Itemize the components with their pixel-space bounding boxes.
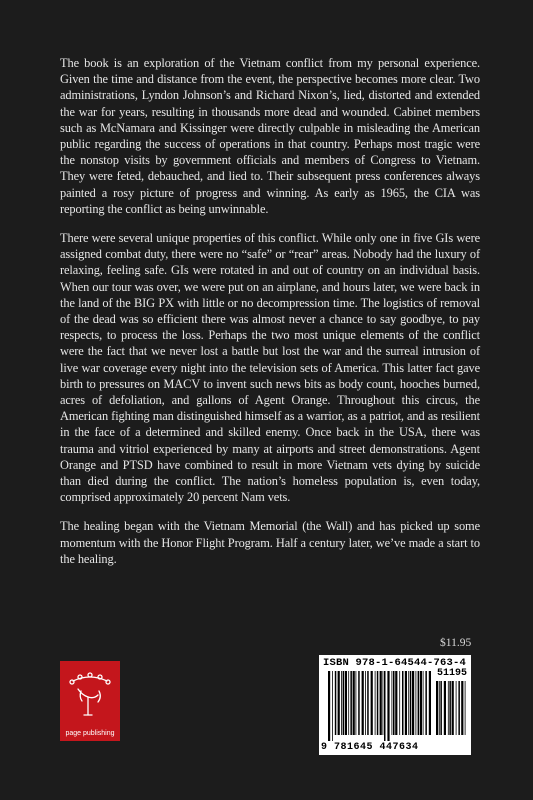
barcode-bar (384, 671, 386, 741)
publisher-name: page publishing (65, 730, 115, 737)
barcode-bar (338, 671, 340, 735)
barcode-bar (420, 671, 422, 735)
price-barcode-icon (435, 681, 467, 741)
barcode-bar (416, 671, 417, 735)
barcode-bar (348, 671, 349, 735)
barcode-bar (456, 681, 457, 735)
barcode-bar (343, 671, 345, 735)
barcode-bar (402, 671, 404, 735)
barcode-bar (356, 671, 357, 735)
barcode-bar (399, 671, 400, 735)
barcode-bar (410, 671, 412, 735)
barcode-icon (327, 671, 431, 741)
barcode-bar (395, 671, 397, 735)
barcode-bar (387, 671, 389, 741)
barcode-bar (439, 681, 440, 735)
blurb-text (60, 55, 480, 580)
barcode-bar (350, 671, 352, 735)
barcode-bar (444, 681, 446, 735)
barcode-bar (458, 681, 460, 735)
barcode-bar (358, 671, 360, 735)
barcode-bar (335, 671, 337, 735)
barcode-bar (383, 671, 384, 735)
barcode-bar (465, 681, 466, 735)
barcode-bar (367, 671, 369, 735)
barcode-bar (429, 671, 431, 735)
barcode-bar (353, 671, 355, 735)
barcode-bar (405, 671, 407, 735)
barcode-bar (449, 681, 451, 735)
barcode-bar (380, 671, 382, 735)
page-publishing-logo-icon (68, 667, 112, 725)
barcode-bar (452, 681, 454, 735)
barcode-bar (377, 671, 379, 735)
barcode-bar (412, 671, 414, 735)
barcode-bar (371, 671, 373, 735)
ean-number: 9 781645 447634 (321, 742, 419, 753)
barcode-bar (393, 671, 395, 735)
barcode-bar (423, 671, 424, 735)
blurb-paragraph-3: The healing began with the Vietnam Memorial (the Wall) and has picked up some momentum with the Honor Flight Program. Half a century later, we’ve made a start to the healing. (60, 519, 480, 566)
barcode-bar (365, 671, 366, 735)
barcode-bar (408, 671, 409, 735)
barcode-bar (436, 681, 438, 735)
barcode-block (319, 655, 471, 755)
barcode-bar (345, 671, 347, 735)
barcode-bar (448, 681, 449, 735)
barcode-bar (328, 671, 330, 741)
barcode-bar (341, 671, 342, 735)
publisher-logo (60, 661, 120, 741)
barcode-bar (392, 671, 393, 735)
isbn-label: ISBN 978-1-64544-763-4 (323, 657, 467, 669)
blurb-paragraph-2: There were several unique properties of this conflict. While only one in five GIs were assigned combat duty, there were no “safe” or “rear” areas. Nobody had the luxury of relaxing, feeling safe. GIs were rotated in and out of country on an individual basis. When our tour was over, we were put on an airplane, and hours later, we were back in the land of the BIG PX with little or no decompression time. The logistics of removal of the dead was so efficient there was almost never a chance to say goodbye, to pay respects, to process the loss. Perhaps the two most unique elements of the conflict were the fact that we never lost a battle but lost the war and the surreal intrusion of live war coverage every night into the television sets of America. This latter fact gave birth to pressures on MACV to invent such news bits as body count, hooches burned, acres of defoliation, and gallons of Agent Orange. Throughout this circus, the American fighting man distinguished himself as a warrior, as a patriot, and as resilient in the face of a determined and skilled enemy. Once back in the USA, there was trauma and vitriol experienced by many at airports and street demonstrations. Agent Orange and PTSD have combined to result in more Vietnam vets dying by suicide than died during the conflict. The nation’s homeless population is, even today, comprised approximately 20 percent Nam vets. (60, 231, 480, 505)
barcode-bar (461, 681, 463, 735)
barcode-bar (332, 671, 333, 741)
barcode-bar (362, 671, 364, 735)
price-code: 51195 (437, 668, 468, 679)
barcode-bar (375, 671, 376, 735)
blurb-paragraph-1: The book is an exploration of the Vietnam conflict from my personal experience. Given the time and distance from the event, the perspective becomes more clear. Two administrations, Lyndon Johnson’s and Richard Nixon’s, lied, distorted and extended the war for years, resulting in thousands more dead and wounded. Cabinet members such as McNamara and Kissinger were directly culpable in misleading the American public regarding the success of operations in that country. Perhaps most tragic were the nonstop visits by government officials and members of Congress to Vietnam. They were feted, debauched, and lied to. Their subsequent press conferences always painted a rosy picture of progress and winning. As early as 1965, the CIA was reporting the conflict as being unwinnable. (60, 56, 480, 216)
barcode-bar (440, 681, 442, 735)
price: $11.95 (440, 637, 472, 649)
barcode-bar (418, 671, 420, 735)
barcode-bar (425, 671, 427, 735)
